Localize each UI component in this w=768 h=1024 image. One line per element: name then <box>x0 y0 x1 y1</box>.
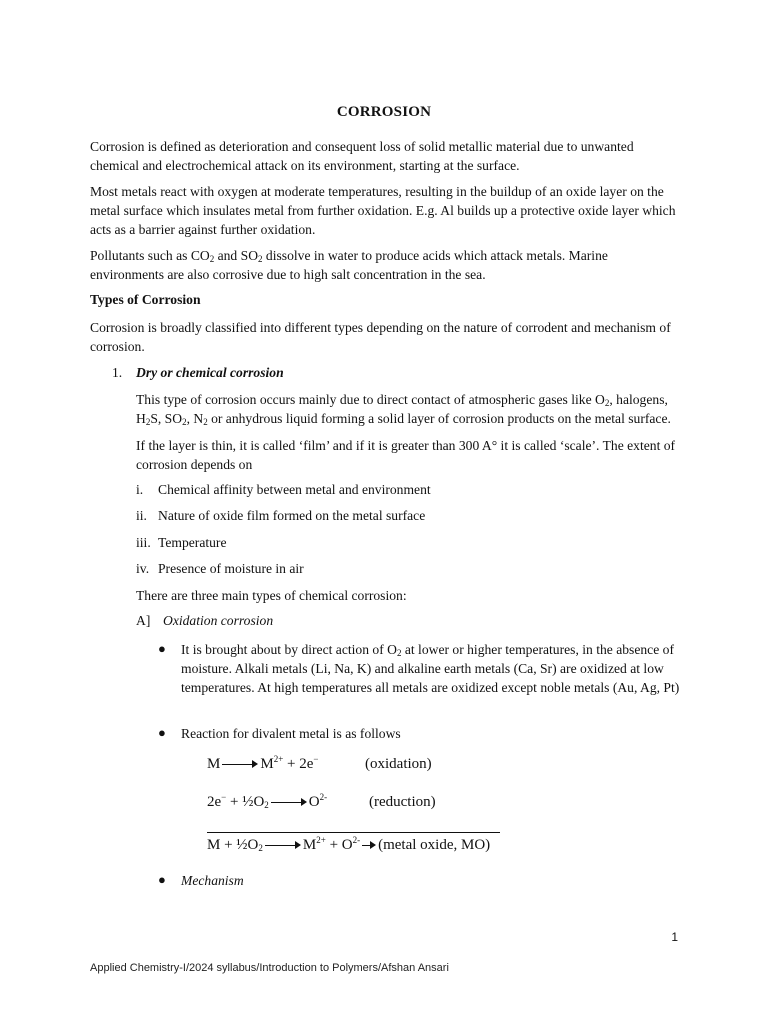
types-intro: Corrosion is broadly classified into different types depending on the nature of corrodent and mechanism of corrosion. <box>90 320 671 354</box>
intro-paragraph-2: Most metals react with oxygen at moderate temperatures, resulting in the buildup of an oxide layer on the metal surface which insulates metal from further oxidation. E.g. Al builds up a protective oxide layer which acts as a barrier against further oxidation. <box>90 184 676 237</box>
types-heading: Types of Corrosion <box>90 292 201 307</box>
section-title: Dry or chemical corrosion <box>136 365 284 380</box>
subsection-heading: A] Oxidation corrosion <box>136 613 274 628</box>
film-scale-paragraph: If the layer is thin, it is called ‘film’ and if it is greater than 300 A° it is called ‘scale’. The extent of corrosion depends on <box>136 438 676 472</box>
reduction-equation: $2e^- + \frac{1}{2}O_2$ $O^{2-}$ (reduction) <box>207 792 436 810</box>
bullet-icon: ● <box>158 725 166 740</box>
arrow-icon <box>222 760 258 770</box>
reaction-bullet-text: Reaction for divalent metal is as follows <box>181 726 401 741</box>
factor-item: i. Chemical affinity between metal and environment <box>136 482 431 497</box>
net-equation: $M + \frac{1}{2}O_2$ $M^{2+} + O^{2-}$ (metal oxide, MO) <box>207 835 491 853</box>
mechanism-bullet-text: Mechanism <box>181 873 244 888</box>
page-footer: Applied Chemistry-I/2024 syllabus/Introduction to Polymers/Afshan Ansari <box>90 962 449 974</box>
page-title: CORROSION <box>336 104 432 120</box>
factor-item: ii. Nature of oxide film formed on the metal surface <box>136 508 426 523</box>
arrow-icon <box>362 841 376 851</box>
dry-corrosion-paragraph: This type of corrosion occurs mainly due to direct contact of atmospheric gases like $O_2$, halogens, $H_2S$, $SO_2$, $N_2$ or anhydrous liquid forming a solid layer of corrosion products on the metal surface. <box>136 392 671 427</box>
intro-paragraph-3: Pollutants such as $CO_2$ and $SO_2$ dissolve in water to produce acids which attack metals. Marine environments are also corrosive due to high salt concentration in the sea. <box>90 248 608 282</box>
three-types-text: There are three main types of chemical corrosion: <box>136 588 407 603</box>
bullet-icon: ● <box>158 641 166 656</box>
arrow-icon <box>265 841 301 851</box>
section-number: 1. <box>112 365 123 380</box>
equation-divider <box>207 832 500 833</box>
factor-item: iii. Temperature <box>136 535 227 550</box>
arrow-icon <box>271 798 307 808</box>
bullet-icon: ● <box>158 872 166 887</box>
oxidation-bullet-text: It is brought about by direct action of $O_2$ at lower or higher temperatures, in the absence of moisture. Alkali metals (Li, Na, K) and alkaline earth metals (Ca, Sr) are oxidized at low temperatures. At high temperatures all metals are oxidized except noble metals (Au, Ag, Pt) <box>181 642 680 695</box>
oxidation-equation: M $M^{2+} + 2e^-$ (oxidation) <box>207 754 432 772</box>
intro-paragraph-1: Corrosion is defined as deterioration and consequent loss of solid metallic material due to unwanted chemical and electrochemical attack on its environment, starting at the surface. <box>90 139 634 173</box>
factor-item: iv. Presence of moisture in air <box>136 561 304 576</box>
page-number: 1 <box>671 930 678 944</box>
